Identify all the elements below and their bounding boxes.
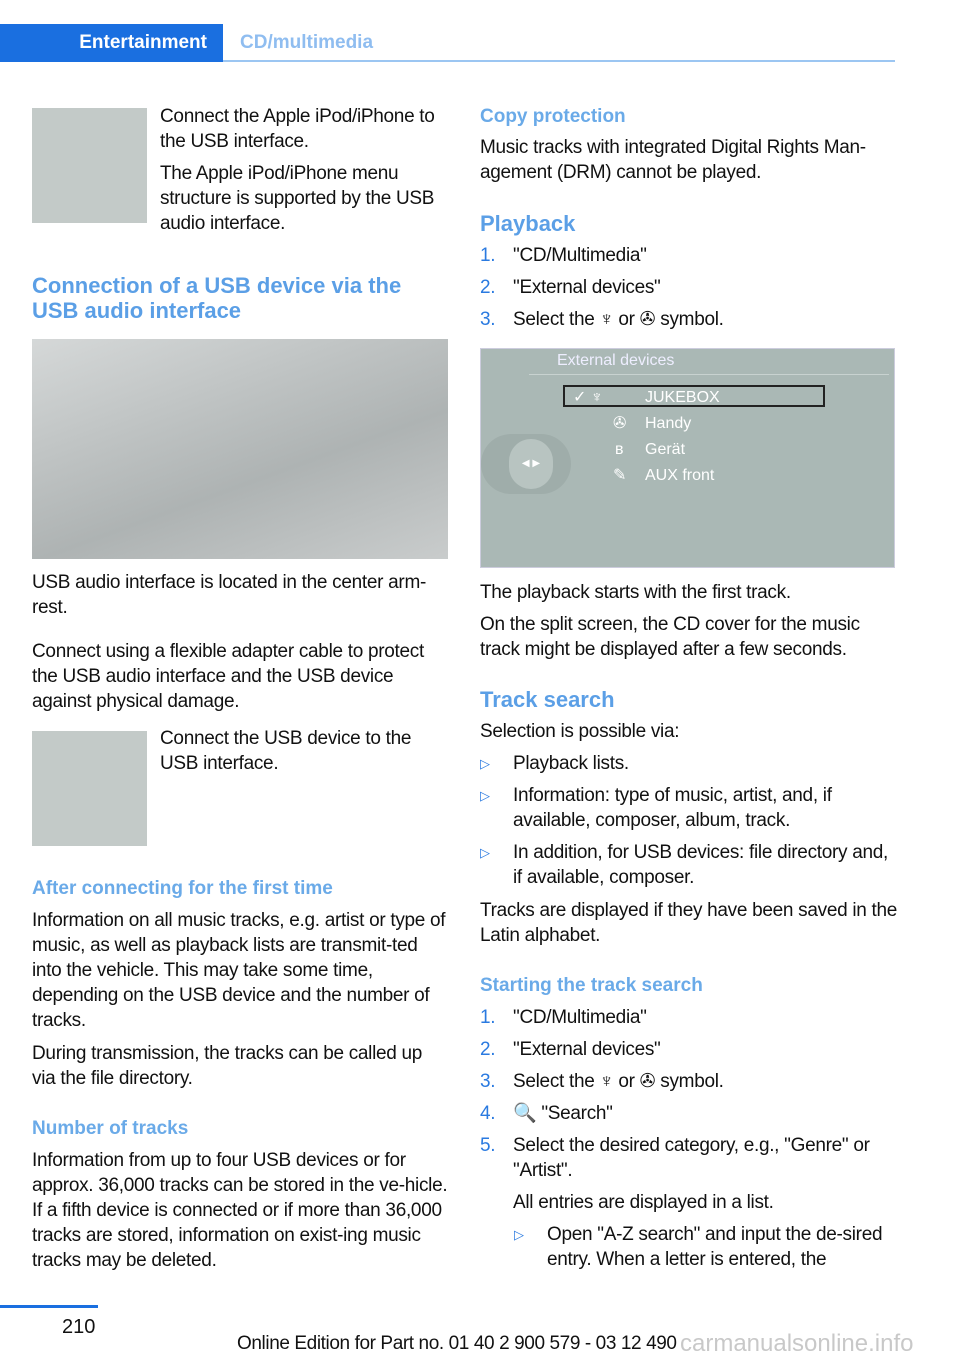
list-item: 2. "External devices"	[480, 277, 661, 298]
heading-after-connecting: After connecting for the first time	[32, 878, 333, 899]
list-item: 1. "CD/Multimedia"	[480, 1007, 647, 1028]
list-item: ▷ Information: type of music, artist, and, if available, composer, album, track.	[480, 785, 832, 831]
sub-list-item: ▷ Open "A-Z search" and input the de-sired entry. When a letter is entered, the	[514, 1224, 883, 1270]
transmission-text: During transmission, the tracks can be called up via the file directory.	[32, 1043, 423, 1089]
edition-text: Online Edition for Part no. 01 40 2 900 579 - 03 12 490	[237, 1333, 677, 1354]
adapter-text: Connect using a flexible adapter cable to protect the USB audio interface and the USB device against physical damage.	[32, 641, 424, 712]
list-item: 2. "External devices"	[480, 1039, 661, 1060]
usb-port-image-2	[32, 731, 147, 846]
heading-starting-track-search: Starting the track search	[480, 975, 703, 996]
split-text: On the split screen, the CD cover for the music track might be displayed after a few seconds.	[480, 614, 860, 660]
all-entries-text: All entries are displayed in a list.	[513, 1192, 774, 1213]
usb-port-image	[32, 108, 147, 223]
latin-text: Tracks are displayed if they have been saved in the Latin alphabet.	[480, 900, 898, 946]
screen-title: External devices	[529, 349, 889, 375]
usb-connect-text: Connect the USB device to the USB interface.	[160, 728, 412, 774]
list-item: ▷ In addition, for USB devices: file directory and, if available, composer.	[480, 842, 888, 888]
heading-track-search: Track search	[480, 687, 615, 712]
location-text: USB audio interface is located in the center arm-rest.	[32, 572, 427, 618]
heading-playback: Playback	[480, 211, 576, 236]
list-item: ▷ Playback lists.	[480, 753, 629, 774]
ipod-connect-text: Connect the Apple iPod/iPhone to the USB interface.	[160, 106, 435, 152]
watermark: carmanualsonline.info	[680, 1330, 914, 1357]
tab-entertainment[interactable]: Entertainment	[0, 24, 223, 62]
page-number: 210	[62, 1316, 96, 1338]
list-item: 4. 🔍 "Search"	[480, 1103, 613, 1124]
list-item: 5. Select the desired category, e.g., "Genre" or "Artist".	[480, 1135, 870, 1181]
heading-usb-connection: Connection of a USB device via the USB audio interface	[32, 273, 402, 323]
number-text: Information from up to four USB devices or for approx. 36,000 tracks can be stored in the ve-hicle. If a fifth device is connected or if more than 36,000 tracks are stored, information on exist-ing music tracks may be deleted.	[32, 1150, 448, 1271]
copy-text: Music tracks with integrated Digital Rights Man-agement (DRM) cannot be played.	[480, 137, 866, 183]
external-devices-screen: External devices ◀ ▶ ✓ ♆ JUKEBOX ✇ Handy ʙ Gerät ✎ AUX front	[480, 348, 895, 568]
selection-text: Selection is possible via:	[480, 721, 680, 742]
list-item: 1. "CD/Multimedia"	[480, 245, 647, 266]
screen-item: ✎ AUX front	[613, 467, 715, 484]
screen-item: ✇ Handy	[613, 415, 692, 432]
ipod-menu-text: The Apple iPod/iPhone menu structure is supported by the USB audio interface.	[160, 163, 435, 234]
starts-text: The playback starts with the first track.	[480, 582, 791, 603]
search-steps	[480, 1005, 898, 1272]
selection-bullets	[480, 751, 898, 890]
footer-accent-line	[0, 1305, 98, 1308]
header-divider	[223, 60, 895, 62]
info-text: Information on all music tracks, e.g. artist or type of music, as well as playback lists are transmit-ted into the vehicle. This may take some time, depending on the USB device and the number of tracks.	[32, 910, 446, 1031]
armrest-photo	[32, 339, 448, 559]
heading-copy-protection: Copy protection	[480, 106, 626, 127]
list-item: 3. Select the ♆ or ✇ symbol.	[480, 1071, 724, 1092]
heading-number-of-tracks: Number of tracks	[32, 1118, 189, 1139]
tab-cd-multimedia[interactable]: CD/multimedia	[240, 32, 374, 53]
screen-item: ʙ Gerät	[615, 441, 686, 458]
list-item: 3. Select the ♆ or ✇ symbol.	[480, 309, 724, 330]
playback-steps	[480, 243, 898, 339]
screen-item: ✓ ♆ JUKEBOX	[573, 389, 720, 406]
